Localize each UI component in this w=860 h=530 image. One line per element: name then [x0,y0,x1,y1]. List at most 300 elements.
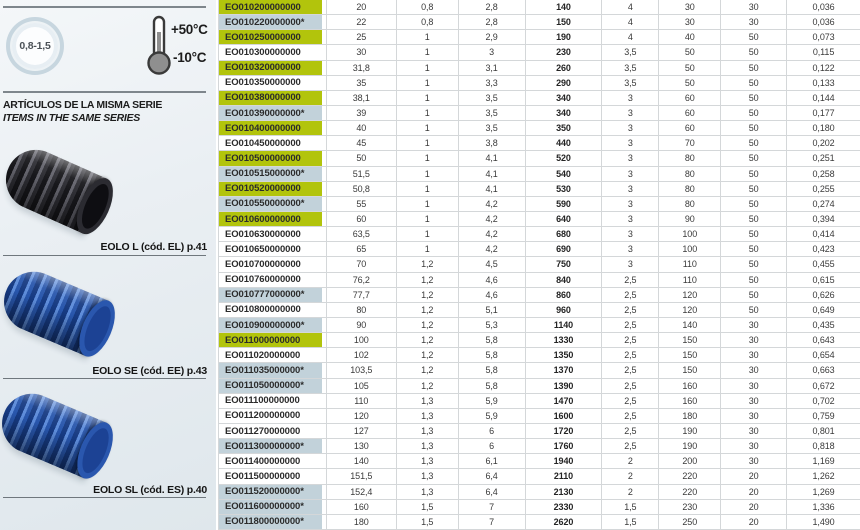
product-code-cell: EO010760000000 [219,273,327,287]
table-value-cell: 30 [721,454,787,468]
table-value-cell: 0,274 [812,198,835,209]
product-code-cell: EO010250000000 [219,30,327,44]
product-code-cell: EO010700000000 [219,257,327,271]
product-caption-eolo-sl: EOLO SL (cód. ES) p.40 [93,484,207,496]
table-value-cell: 1,2 [397,333,459,347]
table-value-cell: 230 [659,500,721,514]
table-value-cell: 960 [526,303,603,317]
table-value-cell: 1,2 [397,318,459,332]
table-value-cell: 2,5 [602,379,659,393]
table-value-cell: 1,3 [397,409,459,423]
table-value-cell: 3 [602,242,659,256]
table-value-cell: 7 [459,515,526,529]
sidebar [0,0,216,530]
table-value-cell: 35 [327,76,397,90]
table-value-cell: 40 [659,30,721,44]
table-row [218,454,860,469]
table-value-cell: 39 [327,106,397,120]
table-row [218,379,860,394]
table-value-cell: 127 [327,424,397,438]
table-row [218,469,860,484]
table-value-cell: 30 [721,15,787,29]
table-value-cell: 1 [397,106,459,120]
table-row [218,61,860,76]
table-value-cell: 140 [526,0,603,14]
product-code-cell: EO010550000000* [219,197,327,211]
table-value-cell: 3,1 [459,61,526,75]
table-row [218,303,860,318]
product-code-cell: EO010500000000 [219,151,327,165]
table-value-cell: 105 [327,379,397,393]
table-value-cell: 1 [397,121,459,135]
table-value-cell: 4,6 [459,288,526,302]
table-value-cell: 1,2 [397,379,459,393]
table-value-cell: 2,5 [602,394,659,408]
table-row [218,288,860,303]
table-value-cell: 130 [327,439,397,453]
table-value-cell: 60 [659,106,721,120]
table-value-cell: 1 [397,242,459,256]
product-code-cell: EO010515000000* [219,167,327,181]
table-value-cell: 0,202 [812,138,835,149]
table-value-cell: 1 [397,197,459,211]
table-value-cell: 1 [397,61,459,75]
table-value-cell: 340 [526,106,603,120]
table-value-cell: 1140 [526,318,603,332]
table-value-cell: 150 [659,348,721,362]
table-value-cell: 20 [721,500,787,514]
table-value-cell: 50 [659,76,721,90]
table-value-cell: 1,5 [397,500,459,514]
series-heading-en: ITEMS IN THE SAME SERIES [3,112,140,124]
table-row [218,348,860,363]
table-value-cell: 150 [526,15,603,29]
product-code-cell: EO011035000000* [219,363,327,377]
table-value-cell: 30 [721,363,787,377]
table-row [218,242,860,257]
table-value-cell: 6,1 [459,454,526,468]
table-row [218,394,860,409]
table-value-cell: 30 [721,0,787,14]
table-value-cell: 50 [659,45,721,59]
table-value-cell: 2,5 [602,409,659,423]
table-value-cell: 4 [602,30,659,44]
table-value-cell: 0,414 [812,229,835,240]
table-value-cell: 60 [659,121,721,135]
table-value-cell: 0,036 [812,2,835,13]
table-value-cell: 160 [659,394,721,408]
table-value-cell: 50 [721,242,787,256]
product-code-cell: EO010380000000 [219,91,327,105]
table-value-cell: 190 [526,30,603,44]
table-value-cell: 20 [327,0,397,14]
table-value-cell: 1 [397,45,459,59]
product-code-cell: EO011520000000* [219,485,327,499]
table-value-cell: 3,5 [602,45,659,59]
table-value-cell: 160 [659,379,721,393]
table-value-cell: 50 [721,288,787,302]
table-row [218,15,860,30]
table-value-cell: 590 [526,197,603,211]
table-value-cell: 160 [327,500,397,514]
table-value-cell: 2110 [526,469,603,483]
table-value-cell: 1 [397,30,459,44]
table-value-cell: 150 [659,363,721,377]
table-value-cell: 200 [659,454,721,468]
table-value-cell: 50 [721,106,787,120]
table-value-cell: 102 [327,348,397,362]
table-value-cell: 1 [397,182,459,196]
table-value-cell: 1,5 [397,515,459,529]
table-value-cell: 90 [327,318,397,332]
table-value-cell: 4 [602,0,659,14]
table-value-cell: 100 [327,333,397,347]
table-value-cell: 1330 [526,333,603,347]
table-value-cell: 50 [659,61,721,75]
table-row [218,409,860,424]
table-row [218,121,860,136]
table-value-cell: 1 [397,91,459,105]
product-code-cell: EO010900000000* [219,318,327,332]
table-value-cell: 4 [602,15,659,29]
table-value-cell: 3,5 [459,91,526,105]
table-value-cell: 1,262 [812,471,835,482]
table-value-cell: 50 [721,136,787,150]
table-value-cell: 1,3 [397,439,459,453]
table-value-cell: 3 [602,121,659,135]
table-value-cell: 0,663 [812,365,835,376]
table-value-cell: 0,615 [812,274,835,285]
table-value-cell: 50 [721,182,787,196]
table-value-cell: 77,7 [327,288,397,302]
table-value-cell: 0,177 [812,108,835,119]
table-value-cell: 1720 [526,424,603,438]
table-value-cell: 31,8 [327,61,397,75]
product-code-cell: EO011600000000* [219,500,327,514]
table-value-cell: 1,2 [397,288,459,302]
table-value-cell: 2 [602,454,659,468]
table-value-cell: 0,180 [812,123,835,134]
table-value-cell: 2 [602,469,659,483]
table-value-cell: 50 [721,151,787,165]
table-value-cell: 50 [721,257,787,271]
table-row [218,333,860,348]
product-code-cell: EO010350000000 [219,76,327,90]
table-value-cell: 840 [526,273,603,287]
table-value-cell: 1,2 [397,363,459,377]
table-value-cell: 6,4 [459,469,526,483]
table-value-cell: 50 [721,76,787,90]
table-value-cell: 260 [526,61,603,75]
product-code-cell: EO010600000000 [219,212,327,226]
table-value-cell: 4,2 [459,227,526,241]
table-row [218,106,860,121]
table-value-cell: 76,2 [327,273,397,287]
table-value-cell: 150 [659,333,721,347]
table-value-cell: 20 [721,469,787,483]
table-value-cell: 3,8 [459,136,526,150]
table-row [218,151,860,166]
table-value-cell: 5,8 [459,333,526,347]
table-value-cell: 45 [327,136,397,150]
table-value-cell: 50,8 [327,182,397,196]
series-heading-es: ARTÍCULOS DE LA MISMA SERIE [3,99,163,111]
product-code-cell: EO010320000000 [219,61,327,75]
table-row [218,167,860,182]
table-value-cell: 1,169 [812,456,835,467]
table-value-cell: 50 [721,197,787,211]
table-value-cell: 110 [659,257,721,271]
table-value-cell: 7 [459,500,526,514]
table-value-cell: 340 [526,91,603,105]
product-code-cell: EO010777000000* [219,288,327,302]
table-value-cell: 0,801 [812,426,835,436]
table-value-cell: 1,3 [397,454,459,468]
table-row [218,136,860,151]
table-value-cell: 220 [659,469,721,483]
table-value-cell: 0,036 [812,17,835,28]
table-value-cell: 0,258 [812,168,835,179]
product-caption-eolo-se: EOLO SE (cód. EE) p.43 [92,365,207,377]
table-value-cell: 520 [526,151,603,165]
table-value-cell: 2620 [526,515,603,529]
table-value-cell: 1 [397,151,459,165]
table-row [218,182,860,197]
table-value-cell: 1,490 [812,516,835,527]
table-value-cell: 2 [602,485,659,499]
table-value-cell: 680 [526,227,603,241]
divider [3,255,206,256]
table-value-cell: 4,6 [459,273,526,287]
table-value-cell: 30 [721,379,787,393]
table-value-cell: 2130 [526,485,603,499]
table-value-cell: 30 [721,333,787,347]
table-value-cell: 1,3 [397,394,459,408]
table-value-cell: 750 [526,257,603,271]
table-value-cell: 20 [721,515,787,529]
product-code-cell: EO011100000000 [219,394,327,408]
table-value-cell: 1,5 [602,500,659,514]
table-value-cell: 4,1 [459,167,526,181]
product-code-cell: EO011200000000 [219,409,327,423]
table-value-cell: 2,5 [602,424,659,438]
product-image-eolo-sl [0,384,107,478]
divider [3,6,206,8]
table-value-cell: 80 [659,167,721,181]
divider [3,91,206,93]
table-value-cell: 30 [721,348,787,362]
table-value-cell: 140 [327,454,397,468]
table-value-cell: 350 [526,121,603,135]
table-row [218,45,860,60]
table-value-cell: 1,3 [397,485,459,499]
table-value-cell: 250 [659,515,721,529]
table-value-cell: 4,5 [459,257,526,271]
table-value-cell: 3 [602,91,659,105]
table-value-cell: 50 [721,227,787,241]
table-value-cell: 63,5 [327,227,397,241]
table-value-cell: 0,423 [812,244,835,255]
table-value-cell: 2,5 [602,288,659,302]
table-value-cell: 3,5 [602,61,659,75]
table-value-cell: 6,4 [459,485,526,499]
table-value-cell: 100 [659,242,721,256]
table-value-cell: 0,672 [812,380,835,391]
table-value-cell: 0,8 [397,0,459,14]
table-row [218,257,860,272]
table-value-cell: 100 [659,227,721,241]
table-value-cell: 0,115 [812,47,835,58]
table-value-cell: 80 [327,303,397,317]
table-value-cell: 20 [721,485,787,499]
table-value-cell: 103,5 [327,363,397,377]
divider [3,378,206,379]
table-value-cell: 151,5 [327,469,397,483]
product-code-cell: EO011000000000 [219,333,327,347]
table-value-cell: 60 [327,212,397,226]
table-value-cell: 6 [459,424,526,438]
product-code-cell: EO011800000000* [219,515,327,529]
table-value-cell: 4,1 [459,182,526,196]
table-row [218,197,860,212]
product-code-cell: EO010390000000* [219,106,327,120]
table-value-cell: 80 [659,197,721,211]
divider [3,497,206,498]
product-code-cell: EO010650000000 [219,242,327,256]
table-value-cell: 120 [659,303,721,317]
table-row [218,424,860,439]
table-value-cell: 3 [602,151,659,165]
table-value-cell: 0,435 [812,320,835,331]
table-value-cell: 120 [327,409,397,423]
table-value-cell: 0,122 [812,62,835,73]
table-value-cell: 30 [659,15,721,29]
table-value-cell: 25 [327,30,397,44]
table-value-cell: 30 [721,394,787,408]
table-value-cell: 5,3 [459,318,526,332]
table-value-cell: 60 [659,91,721,105]
product-code-cell: EO010450000000 [219,136,327,150]
product-code-cell: EO010800000000 [219,303,327,317]
table-value-cell: 3 [602,197,659,211]
product-code-cell: EO010630000000 [219,227,327,241]
pressure-rating-badge [6,17,64,75]
table-value-cell: 30 [659,0,721,14]
table-value-cell: 55 [327,197,397,211]
product-table [218,0,860,530]
table-value-cell: 3 [459,45,526,59]
table-row [218,515,860,530]
table-value-cell: 0,643 [812,335,835,346]
table-row [218,363,860,378]
table-value-cell: 30 [721,318,787,332]
table-value-cell: 50 [327,151,397,165]
product-code-cell: EO011500000000 [219,469,327,483]
table-value-cell: 5,9 [459,409,526,423]
table-value-cell: 70 [327,257,397,271]
table-value-cell: 180 [659,409,721,423]
table-value-cell: 1 [397,227,459,241]
table-value-cell: 1,336 [812,501,835,512]
table-value-cell: 2,9 [459,30,526,44]
product-code-cell: EO010200000000 [219,0,327,14]
table-value-cell: 1600 [526,409,603,423]
table-value-cell: 0,759 [812,410,835,421]
table-value-cell: 3 [602,167,659,181]
table-value-cell: 540 [526,167,603,181]
table-value-cell: 4,1 [459,151,526,165]
table-value-cell: 80 [659,182,721,196]
table-value-cell: 1 [397,76,459,90]
table-value-cell: 30 [327,45,397,59]
table-value-cell: 140 [659,318,721,332]
table-row [218,212,860,227]
table-value-cell: 2,5 [602,363,659,377]
product-image-eolo-l [0,140,108,233]
table-value-cell: 50 [721,273,787,287]
table-value-cell: 2,5 [602,273,659,287]
table-value-cell: 0,818 [812,441,835,452]
table-value-cell: 1 [397,167,459,181]
product-code-cell: EO011020000000 [219,348,327,362]
table-value-cell: 80 [659,151,721,165]
product-image-eolo-se [0,262,109,356]
table-row [218,76,860,91]
table-value-cell: 3,5 [459,106,526,120]
table-row [218,439,860,454]
table-value-cell: 110 [659,273,721,287]
table-value-cell: 2,5 [602,318,659,332]
table-value-cell: 22 [327,15,397,29]
table-value-cell: 3,3 [459,76,526,90]
table-value-cell: 5,9 [459,394,526,408]
table-value-cell: 0,144 [812,92,835,103]
table-value-cell: 2,8 [459,15,526,29]
table-value-cell: 4,2 [459,197,526,211]
table-value-cell: 50 [721,61,787,75]
table-value-cell: 0,133 [812,77,835,88]
table-value-cell: 640 [526,212,603,226]
table-value-cell: 1470 [526,394,603,408]
table-value-cell: 65 [327,242,397,256]
table-value-cell: 70 [659,136,721,150]
product-code-cell: EO011050000000* [219,379,327,393]
table-value-cell: 6 [459,439,526,453]
table-value-cell: 3 [602,136,659,150]
table-value-cell: 50 [721,303,787,317]
table-value-cell: 1940 [526,454,603,468]
table-value-cell: 2,5 [602,439,659,453]
table-value-cell: 30 [721,439,787,453]
table-value-cell: 90 [659,212,721,226]
table-value-cell: 1370 [526,363,603,377]
table-value-cell: 30 [721,409,787,423]
table-value-cell: 5,8 [459,379,526,393]
table-value-cell: 0,073 [812,32,835,43]
table-value-cell: 180 [327,515,397,529]
table-value-cell: 3 [602,106,659,120]
table-value-cell: 1,2 [397,273,459,287]
table-row [218,318,860,333]
table-value-cell: 3 [602,257,659,271]
temp-min-label: -10°C [173,50,207,65]
table-value-cell: 1390 [526,379,603,393]
table-value-cell: 30 [721,424,787,438]
table-value-cell: 5,8 [459,348,526,362]
table-row [218,91,860,106]
product-code-cell: EO010520000000 [219,182,327,196]
table-value-cell: 5,8 [459,363,526,377]
